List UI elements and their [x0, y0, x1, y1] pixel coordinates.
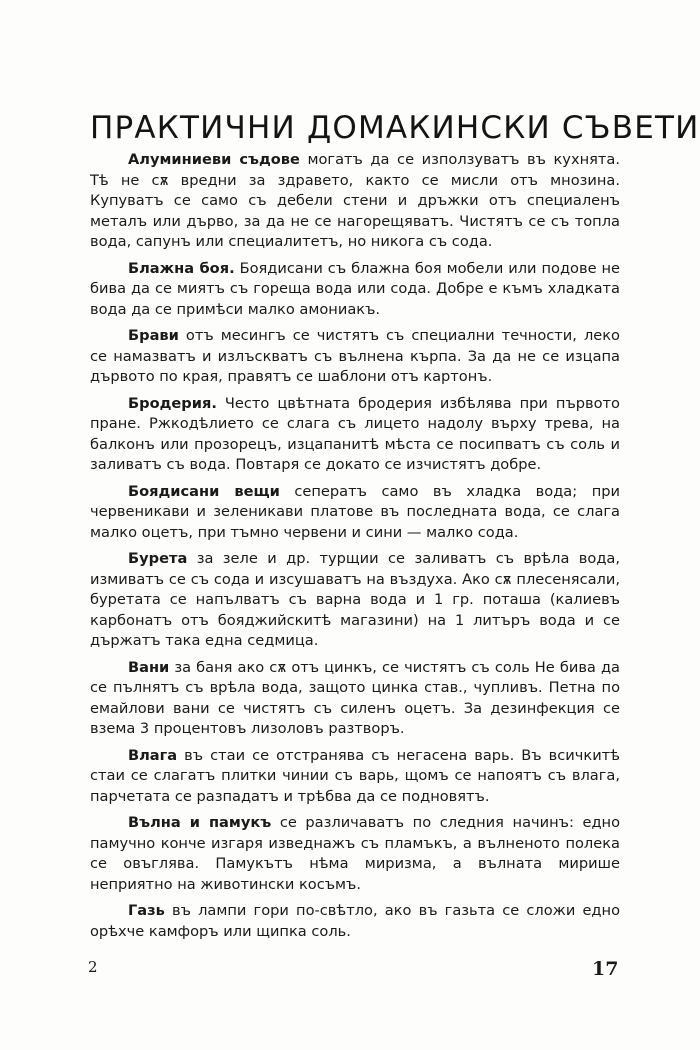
entry-kerosene	[90, 901, 620, 942]
entry-term: Алуминиеви съдове	[128, 151, 300, 168]
entry-text: въ лампи гори по-свѣтло, ако въ газьта се сложи едно орѣхче камфоръ или щипка соль.	[90, 902, 620, 940]
entry-text: за баня ако сѫ отъ цинкъ, се чистятъ съ соль Не бива да се пълнятъ съ врѣла вода, защото цинка став., чупливъ. Петна по емайлови вани се чистятъ съ силенъ оцетъ. За дезинфекция се взема 3 процентовъ лизоловъ разтворъ.	[90, 658, 620, 737]
entry-text: Боядисани съ блажна боя мобели или подове не бива да се миятъ съ гореща вода или сода. Добре е къмъ хладката вода да се примѣси малко амониакъ.	[90, 259, 621, 318]
entry-text: отъ месингъ се чистятъ съ специални течности, леко се намазватъ и излъскватъ съ вълнена кърпа. За да не се изцапа дървото по края, правятъ се шаблони отъ картонъ.	[90, 327, 620, 385]
entry-text: могатъ да се използуватъ въ кухнята. Тѣ не сѫ вредни за здравето, както се мисли отъ мнозина. Купуватъ се само съ дебели стени и дръжки отъ специаленъ металъ или дърво, за да не се нагорещяватъ. Чистятъ се съ топла вода, сапунъ или специалитетъ, но никога съ сода.	[90, 151, 620, 250]
entry-embroidery	[90, 394, 620, 476]
entry-barrels	[90, 549, 620, 652]
entry-term: Блажна боя.	[128, 259, 235, 277]
entry-text: за зеле и др. турщии се заливатъ съ врѣла вода, измиватъ се съ сода и изсушаватъ на въздуха. Ако сѫ плесенясали, буретата се напълватъ съ варна вода и 1 гр. поташа (калиевъ карбонатъ отъ бояджийскитѣ магазини) на 1 литъръ вода и се държатъ така една седмица.	[90, 550, 620, 649]
entry-aluminum-vessels	[90, 150, 620, 253]
signature-mark: 2	[88, 958, 98, 976]
entry-text: Често цвѣтната бродерия избѣлява при първото пране. Ржкодѣлието се слага съ лицето надолу върху трева, на балконъ или прозорецъ, изцапанитѣ мѣста се посипватъ съ соль и заливатъ съ вода. Повтаря се докато се изчистятъ добре.	[90, 394, 620, 473]
entry-bathtubs	[90, 658, 620, 740]
entry-term: Вани	[128, 658, 170, 676]
entry-moisture	[90, 746, 620, 808]
entry-term: Брави	[128, 327, 179, 344]
entry-door-handles	[90, 326, 620, 388]
entry-term: Боядисани вещи	[128, 482, 280, 500]
entry-term: Газь	[128, 902, 165, 919]
entry-text: сеператъ само въ хладка вода; при червеникави и зеленикави платове въ последната вода, се слага малко оцетъ, при тъмно червени и сини — малко сода.	[90, 482, 620, 541]
page-number: 17	[592, 958, 619, 980]
entry-text: въ стаи се отстранява съ негасена варь. Въ всичкитѣ стаи се слагатъ плитки чинии съ варь, щомъ се напоятъ съ влага, парчетата се разпадатъ и трѣбва да се подновятъ.	[90, 746, 620, 805]
entry-dyed-items	[90, 482, 620, 544]
entry-term: Бродерия.	[128, 394, 217, 412]
entry-term: Влага	[128, 746, 178, 764]
entry-text: се различаватъ по следния начинъ: едно памучно конче изгаря изведнажъ съ пламъкъ, а вълненото полека се овъглява. Памукътъ нѣма миризма, а вълната мирише неприятно на животински косъмъ.	[90, 814, 621, 893]
entry-wool-and-cotton	[90, 813, 620, 895]
article-body	[90, 150, 620, 948]
page-title: ПРАКТИЧНИ ДОМАКИНСКИ СЪВЕТИ	[90, 110, 700, 146]
entry-oil-paint	[90, 259, 620, 321]
entry-term: Бурета	[128, 550, 188, 567]
entry-term: Вълна и памукъ	[128, 814, 272, 831]
